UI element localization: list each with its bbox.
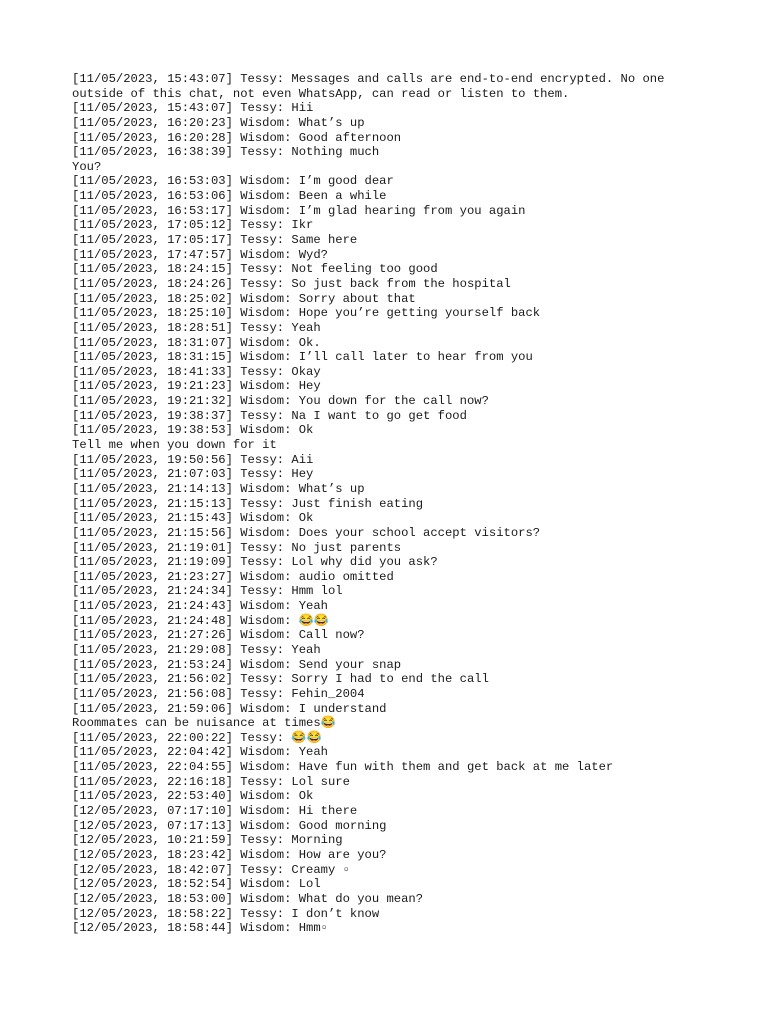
transcript-line: [11/05/2023, 15:43:07] Tessy: Hii	[72, 101, 314, 116]
transcript-line: [11/05/2023, 17:47:57] Wisdom: Wyd?	[72, 247, 328, 262]
transcript-line: [11/05/2023, 21:27:26] Wisdom: Call now?	[72, 628, 365, 643]
transcript-line: [11/05/2023, 21:56:02] Tessy: Sorry I had to end the call	[72, 672, 489, 687]
transcript-line: [11/05/2023, 21:15:13] Tessy: Just finish eating	[72, 496, 424, 511]
transcript-line: [12/05/2023, 18:53:00] Wisdom: What do you mean?	[72, 891, 424, 906]
transcript-line: [11/05/2023, 22:04:42] Wisdom: Yeah	[72, 745, 328, 760]
transcript-line: [12/05/2023, 07:17:13] Wisdom: Good morning	[72, 818, 387, 833]
transcript-line: [11/05/2023, 22:04:55] Wisdom: Have fun with them and get back at me later	[72, 760, 614, 775]
transcript-line: [11/05/2023, 21:19:09] Tessy: Lol why did you ask?	[72, 555, 438, 570]
transcript-line: [12/05/2023, 10:21:59] Tessy: Morning	[72, 833, 343, 848]
transcript-line: [12/05/2023, 18:23:42] Wisdom: How are you?	[72, 847, 387, 862]
transcript-line: [11/05/2023, 22:16:18] Tessy: Lol sure	[72, 774, 350, 789]
transcript-line: [11/05/2023, 18:24:26] Tessy: So just back from the hospital	[72, 276, 511, 291]
transcript-line: [11/05/2023, 18:31:07] Wisdom: Ok.	[72, 335, 321, 350]
transcript-line: [11/05/2023, 16:38:39] Tessy: Nothing much	[72, 145, 380, 160]
transcript-line: [11/05/2023, 21:24:34] Tessy: Hmm lol	[72, 584, 343, 599]
transcript-line: [11/05/2023, 21:59:06] Wisdom: I understand	[72, 701, 387, 716]
transcript-line: [11/05/2023, 21:07:03] Tessy: Hey	[72, 467, 314, 482]
transcript-line: [11/05/2023, 16:53:03] Wisdom: I’m good dear	[72, 174, 394, 189]
transcript-line: [11/05/2023, 21:15:43] Wisdom: Ok	[72, 511, 314, 526]
transcript-line: [11/05/2023, 16:20:23] Wisdom: What’s up	[72, 115, 365, 130]
transcript-line: Roommates can be nuisance at times😂	[72, 716, 336, 731]
transcript-line: [11/05/2023, 16:53:17] Wisdom: I’m glad hearing from you again	[72, 203, 526, 218]
transcript-line: [11/05/2023, 21:24:43] Wisdom: Yeah	[72, 599, 328, 614]
chat-transcript	[72, 72, 752, 936]
transcript-line: [11/05/2023, 15:43:07] Tessy: Messages and calls are end-to-end encrypted. No one	[72, 72, 665, 86]
transcript-line: [11/05/2023, 17:05:12] Tessy: Ikr	[72, 218, 314, 233]
transcript-line: [12/05/2023, 18:52:54] Wisdom: Lol	[72, 877, 321, 892]
transcript-line: [11/05/2023, 19:21:32] Wisdom: You down for the call now?	[72, 394, 489, 409]
transcript-line: [11/05/2023, 18:41:33] Tessy: Okay	[72, 364, 321, 379]
transcript-line: [11/05/2023, 18:28:51] Tessy: Yeah	[72, 320, 321, 335]
transcript-line: [11/05/2023, 22:00:22] Tessy: 😂😂	[72, 730, 322, 745]
transcript-line: [11/05/2023, 21:19:01] Tessy: No just parents	[72, 540, 402, 555]
transcript-line: [11/05/2023, 18:31:15] Wisdom: I’ll call later to hear from you	[72, 350, 533, 365]
transcript-line: [11/05/2023, 21:53:24] Wisdom: Send your snap	[72, 657, 402, 672]
transcript-line: [11/05/2023, 19:50:56] Tessy: Aii	[72, 452, 314, 467]
transcript-line: [12/05/2023, 18:58:44] Wisdom: Hmm▫	[72, 921, 328, 936]
transcript-line: [11/05/2023, 19:38:53] Wisdom: Ok	[72, 423, 314, 438]
transcript-line: [11/05/2023, 21:23:27] Wisdom: audio omitted	[72, 569, 394, 584]
transcript-line: [11/05/2023, 18:25:10] Wisdom: Hope you’re getting yourself back	[72, 306, 541, 321]
transcript-line: [11/05/2023, 22:53:40] Wisdom: Ok	[72, 789, 314, 804]
transcript-line: [11/05/2023, 21:24:48] Wisdom: 😂😂	[72, 613, 330, 628]
transcript-line: [11/05/2023, 19:21:23] Wisdom: Hey	[72, 379, 321, 394]
transcript-line: You?	[72, 159, 102, 174]
transcript-line: [11/05/2023, 21:15:56] Wisdom: Does your school accept visitors?	[72, 525, 541, 540]
transcript-line: [12/05/2023, 18:42:07] Tessy: Creamy ▫	[72, 862, 350, 877]
transcript-line: [11/05/2023, 16:53:06] Wisdom: Been a while	[72, 189, 387, 204]
transcript-line: [12/05/2023, 07:17:10] Wisdom: Hi there	[72, 804, 358, 819]
transcript-line: [11/05/2023, 16:20:28] Wisdom: Good afternoon	[72, 130, 402, 145]
transcript-line: Tell me when you down for it	[72, 438, 277, 453]
transcript-line: [11/05/2023, 21:29:08] Tessy: Yeah	[72, 642, 321, 657]
transcript-line: [11/05/2023, 18:25:02] Wisdom: Sorry about that	[72, 291, 416, 306]
transcript-line: [11/05/2023, 21:14:13] Wisdom: What’s up	[72, 481, 365, 496]
transcript-line: [11/05/2023, 21:56:08] Tessy: Fehin_2004	[72, 686, 365, 701]
transcript-line: [11/05/2023, 17:05:17] Tessy: Same here	[72, 233, 358, 248]
transcript-line: [11/05/2023, 19:38:37] Tessy: Na I want to go get food	[72, 408, 467, 423]
transcript-line: outside of this chat, not even WhatsApp, can read or listen to them.	[72, 86, 570, 101]
transcript-line: [11/05/2023, 18:24:15] Tessy: Not feeling too good	[72, 262, 438, 277]
transcript-line: [12/05/2023, 18:58:22] Tessy: I don’t know	[72, 906, 380, 921]
